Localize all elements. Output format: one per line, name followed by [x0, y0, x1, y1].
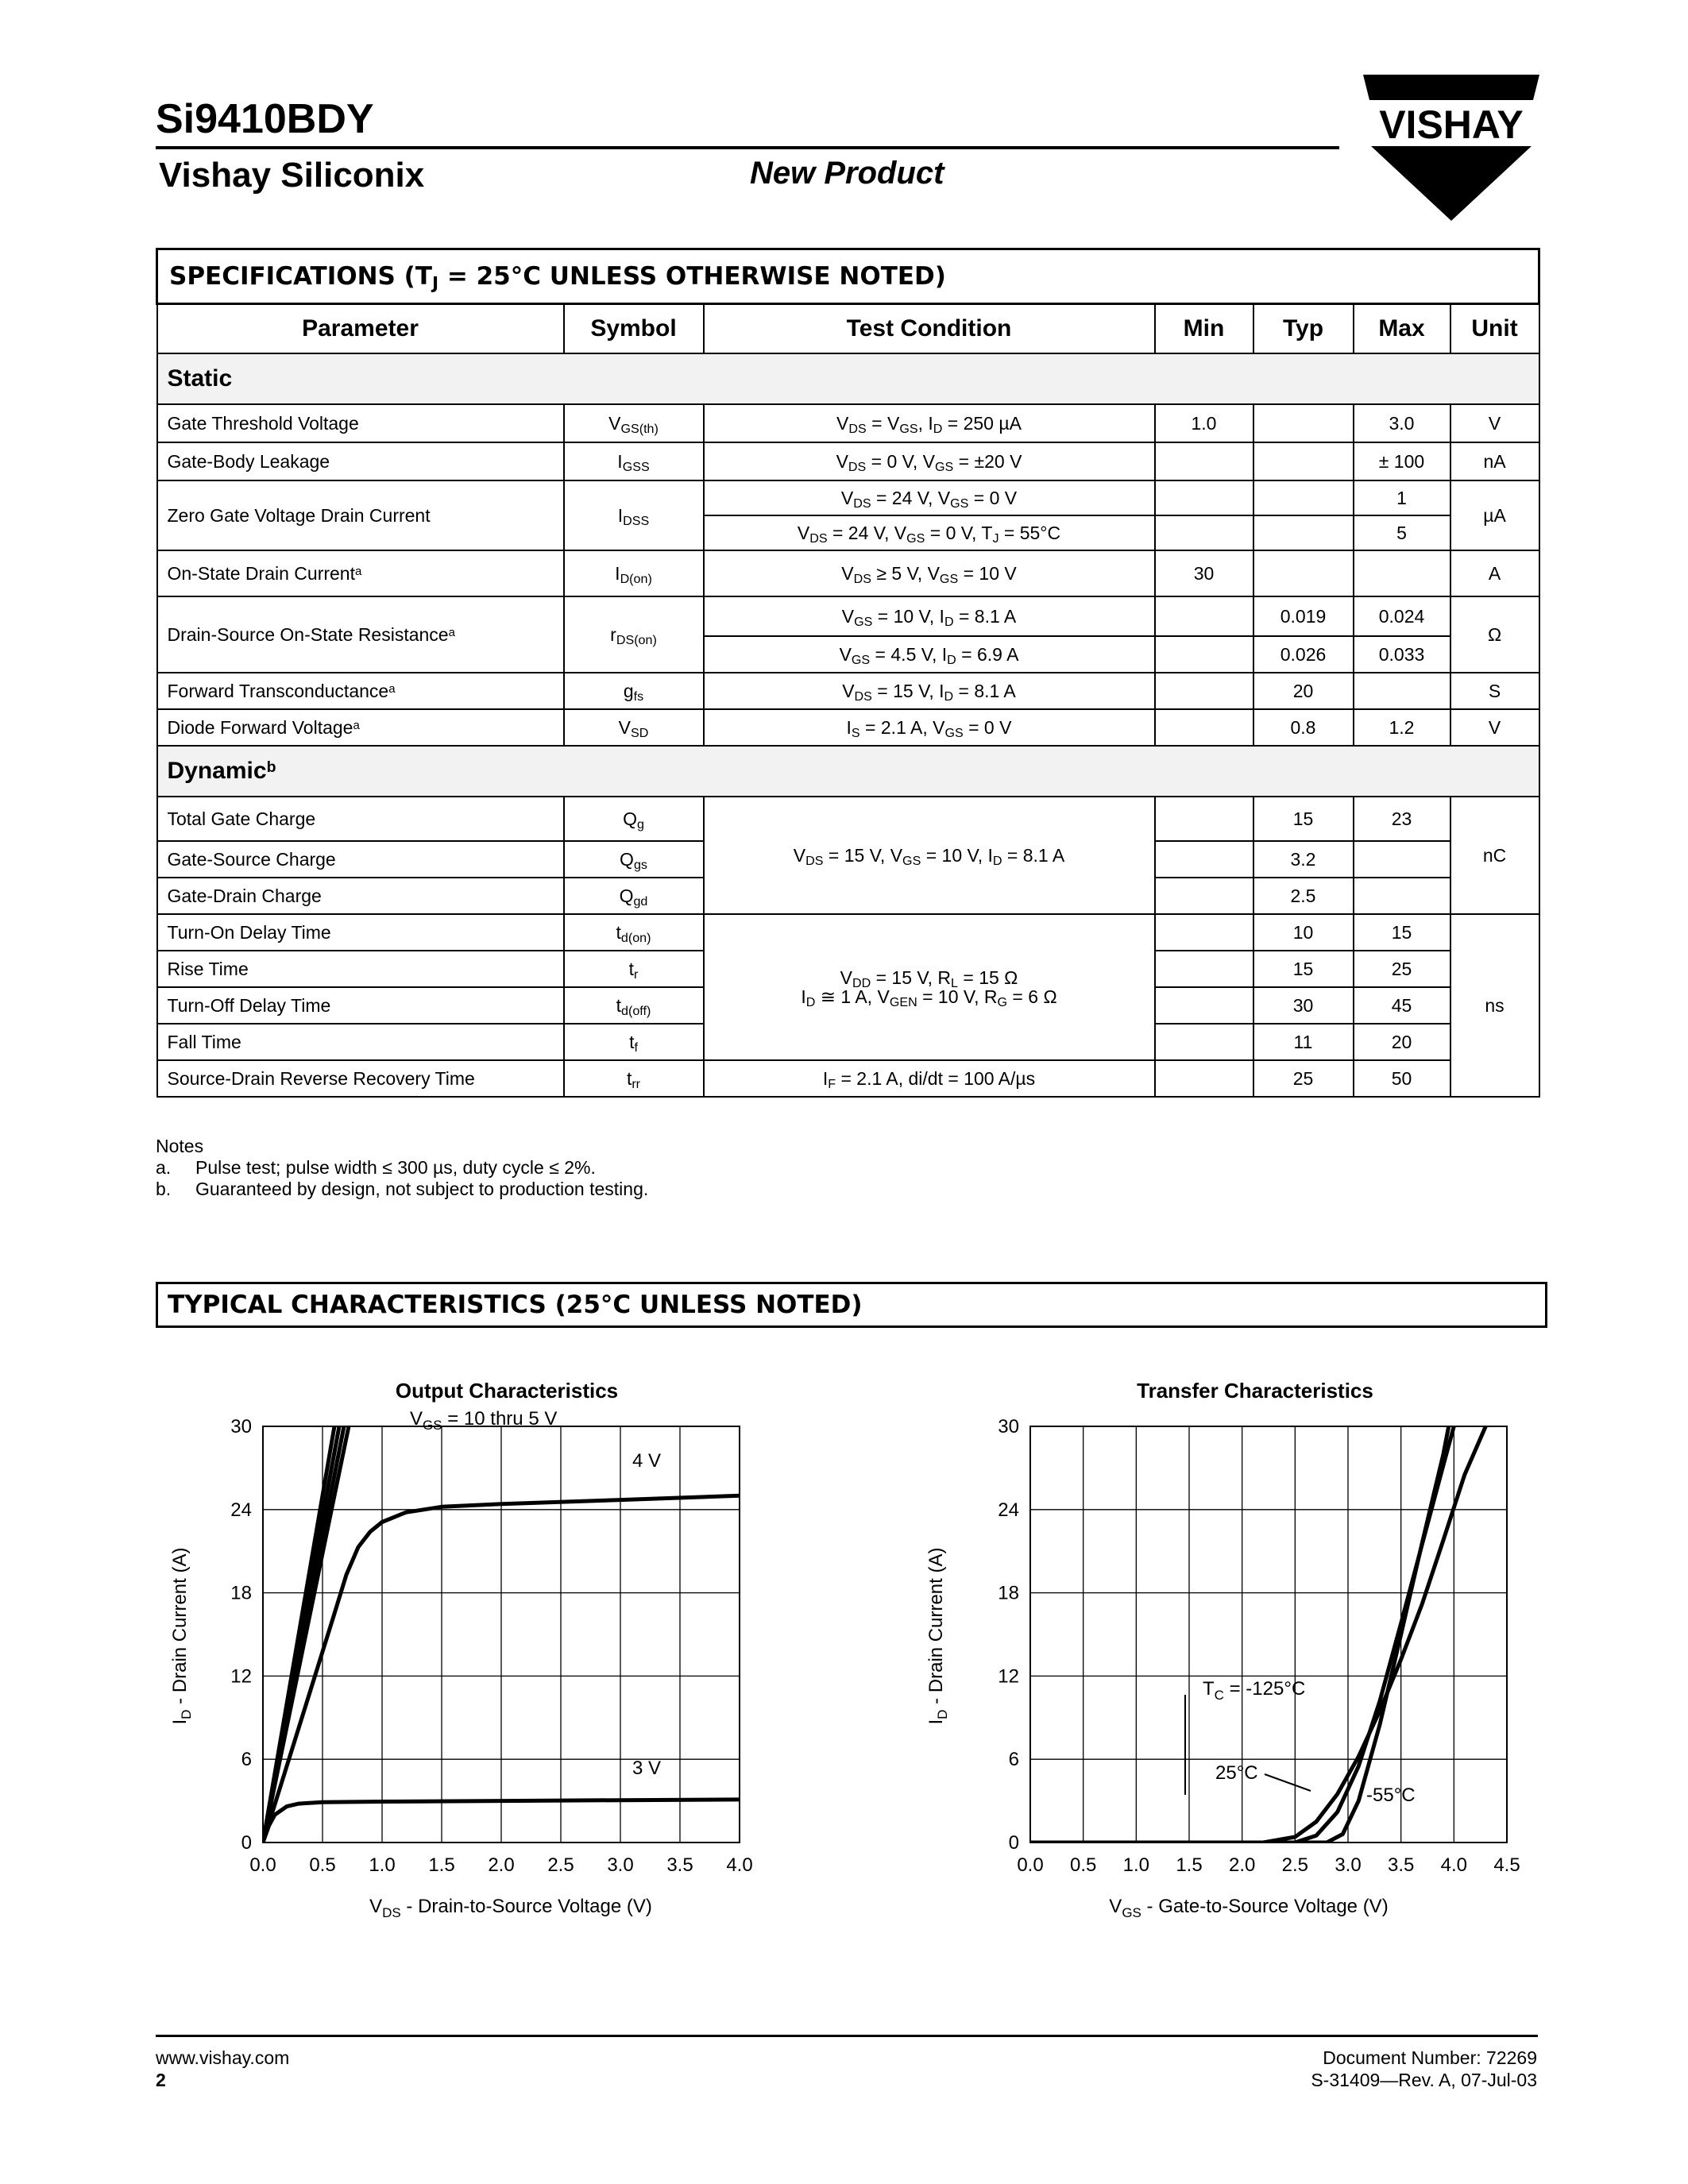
x-tick-label: 1.5	[1176, 1854, 1203, 1876]
footer-rule	[156, 2035, 1538, 2037]
chart-title: Output Characteristics	[395, 1379, 619, 1403]
x-tick-label: 2.0	[1228, 1854, 1256, 1876]
col-test-condition: Test Condition	[704, 304, 1155, 354]
x-tick-label: 0.0	[1017, 1854, 1044, 1876]
page-number: 2	[156, 2070, 166, 2090]
x-tick-label: 2.5	[1281, 1854, 1309, 1876]
footer-left	[156, 2047, 289, 2091]
revision: S-31409—Rev. A, 07-Jul-03	[1311, 2070, 1537, 2090]
table-row: Gate-Source Charge $Q_{gs}$ 3.2	[157, 841, 1539, 878]
logo-text: VISHAY	[1379, 102, 1524, 147]
y-tick-label: 30	[230, 1416, 252, 1437]
vgs-annotation: $V_{GS} = 10$ thru 5 V	[410, 1408, 558, 1433]
y-tick-label: 18	[998, 1582, 1019, 1604]
x-axis-label: $V_{DS}$ - Drain-to-Source Voltage (V)	[369, 1896, 652, 1920]
table-row: Gate-Body Leakage $I_{GSS}$ $V_{DS} = 0$ V, $V_{GS} = \pm 20$ V ± 100 nA	[157, 442, 1539, 480]
x-tick-label: 4.0	[1440, 1854, 1468, 1876]
footer-right	[1311, 2047, 1537, 2091]
y-axis-label: $I_D$ - Drain Current (A)	[169, 1547, 194, 1725]
typical-characteristics-title: TYPICAL CHARACTERISTICS (25°C UNLESS NOTED)	[156, 1282, 1547, 1328]
col-parameter: Parameter	[157, 304, 564, 354]
table-row: Gate-Drain Charge $Q_{gd}$ 2.5	[157, 878, 1539, 914]
x-axis-label: $V_{GS}$ - Gate-to-Source Voltage (V)	[1109, 1896, 1389, 1920]
table-row: $V_{DS} = 24$ V, $V_{GS} = 0$ V, $T_J = 55^\circ C$ 5	[157, 515, 1539, 550]
y-tick-label: 0	[241, 1832, 252, 1854]
col-max: Max	[1354, 304, 1450, 354]
table-row: Source-Drain Reverse Recovery Time $t_{rr}$ $I_F = 2.1$ A, di/dt = 100 A/µs 25 50	[157, 1060, 1539, 1097]
x-tick-label: 2.0	[488, 1854, 515, 1876]
vishay-logo	[1363, 75, 1539, 221]
transfer-characteristics-chart	[898, 1366, 1533, 1922]
series-label-4v: 4 V	[632, 1450, 662, 1472]
x-tick-label: 1.5	[428, 1854, 455, 1876]
note-b: b. Guaranteed by design, not subject to production testing.	[156, 1179, 649, 1199]
x-tick-label: 0.0	[249, 1854, 276, 1876]
table-row: $V_{GS} = 4.5$ V, $I_D = 6.9$ A 0.026 0.033	[157, 636, 1539, 673]
series-label-3v: 3 V	[632, 1758, 662, 1779]
col-symbol: Symbol	[564, 304, 704, 354]
part-number: Si9410BDY	[156, 96, 374, 142]
col-min: Min	[1155, 304, 1253, 354]
table-row: Turn-On Delay Time $t_{d(on)}$ $V_{DD} = 15$ V, $R_L = 15$ Ω $I_D$ ≅ 1 A, $V_{GEN} = 10$ V, $R_G = 6$ Ω 10 15 ns	[157, 914, 1539, 951]
table-row: Zero Gate Voltage Drain Current $I_{DSS}$ $V_{DS} = 24$ V, $V_{GS} = 0$ V 1 µA	[157, 480, 1539, 515]
section-static: Static	[157, 353, 1539, 404]
note-a: a. Pulse test; pulse width ≤ 300 µs, duty cycle ≤ 2%.	[156, 1157, 596, 1178]
x-tick-label: 3.0	[1335, 1854, 1362, 1876]
table-row: Drain-Source On-State Resistance$^a$ $r_{DS(on)}$ $V_{GS} = 10$ V, $I_D = 8.1$ A 0.019 0.024 Ω	[157, 596, 1539, 636]
table-row: Rise Time $t_r$ 15 25	[157, 951, 1539, 987]
x-tick-label: 3.0	[607, 1854, 634, 1876]
series-label-55c: -55°C	[1366, 1785, 1416, 1806]
y-tick-label: 24	[998, 1499, 1019, 1521]
specs-title: SPECIFICATIONS ($T_J = 25^\circ C$ UNLESS OTHERWISE NOTED)	[157, 249, 1539, 304]
x-tick-label: 4.5	[1493, 1854, 1520, 1876]
y-tick-label: 6	[1008, 1749, 1019, 1771]
series-label-25c: 25°C	[1215, 1762, 1258, 1784]
series-label-tc: $T_C = -125^\circ C$	[1203, 1678, 1306, 1703]
table-row: On-State Drain Current$^a$ $I_{D(on)}$ $V_{DS} \ge 5$ V, $V_{GS} = 10$ V 30 A	[157, 550, 1539, 596]
company-name: Vishay Siliconix	[159, 156, 425, 195]
new-product-badge: New Product	[750, 156, 944, 191]
table-row: Turn-Off Delay Time $t_{d(off)}$ 30 45	[157, 987, 1539, 1024]
series-line-3	[263, 1426, 349, 1843]
specifications-table	[156, 248, 1540, 1098]
table-row: Total Gate Charge $Q_g$ $V_{DS} = 15$ V, $V_{GS} = 10$ V, $I_D = 8.1$ A 15 23 nC	[157, 797, 1539, 841]
y-tick-label: 0	[1008, 1832, 1019, 1854]
table-row: Diode Forward Voltage$^a$ $V_{SD}$ $I_S = 2.1$ A, $V_{GS} = 0$ V 0.8 1.2 V	[157, 709, 1539, 746]
chart-title: Transfer Characteristics	[1137, 1379, 1373, 1403]
series-line-0	[1030, 1426, 1485, 1843]
x-tick-label: 0.5	[309, 1854, 336, 1876]
y-tick-label: 6	[241, 1749, 252, 1771]
x-tick-label: 3.5	[1387, 1854, 1415, 1876]
x-tick-label: 4.0	[726, 1854, 753, 1876]
x-tick-label: 1.0	[1122, 1854, 1150, 1876]
col-typ: Typ	[1253, 304, 1354, 354]
section-dynamic: Dynamic$^b$	[157, 746, 1539, 797]
table-row: Fall Time $t_f$ 11 20	[157, 1024, 1539, 1060]
table-row: Forward Transconductance$^a$ $g_{fs}$ $V_{DS} = 15$ V, $I_D = 8.1$ A 20 S	[157, 673, 1539, 709]
y-tick-label: 12	[230, 1665, 252, 1688]
website-link[interactable]: www.vishay.com	[156, 2047, 290, 2068]
document-number: Document Number: 72269	[1323, 2047, 1537, 2068]
col-unit: Unit	[1450, 304, 1539, 354]
y-tick-label: 30	[998, 1416, 1019, 1437]
y-tick-label: 18	[230, 1582, 252, 1604]
header-rule	[156, 146, 1339, 149]
output-characteristics-chart	[143, 1366, 763, 1922]
y-axis-label: $I_D$ - Drain Current (A)	[925, 1547, 950, 1725]
x-tick-label: 1.0	[369, 1854, 396, 1876]
x-tick-label: 0.5	[1069, 1854, 1097, 1876]
x-tick-label: 3.5	[666, 1854, 693, 1876]
y-tick-label: 24	[230, 1499, 252, 1521]
notes	[156, 1136, 648, 1200]
y-tick-label: 12	[998, 1665, 1019, 1688]
notes-title: Notes	[156, 1136, 204, 1156]
25c-leader-line	[1265, 1774, 1311, 1791]
x-tick-label: 2.5	[547, 1854, 574, 1876]
table-row: Gate Threshold Voltage $V_{GS(th)}$ $V_{DS} = V_{GS}$, $I_D = 250$ µA 1.0 3.0 V	[157, 404, 1539, 442]
